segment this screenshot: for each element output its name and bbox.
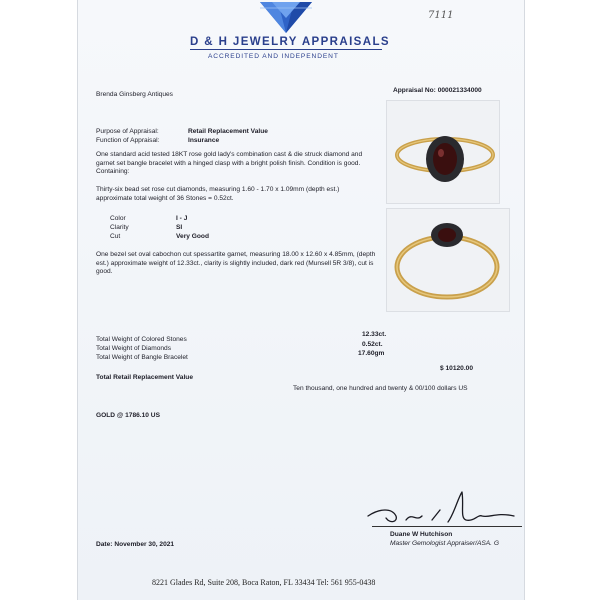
weight-label-diamonds: Total Weight of Diamonds [96,345,172,352]
brand-name: D & H JEWELRY APPRAISALS [190,36,390,48]
weight-value-bracelet: 17.60gm [358,350,385,357]
handwritten-note: 7111 [428,10,454,21]
client-name: Brenda Ginsberg Antiques [96,91,173,98]
purpose-value: Retail Replacement Value [188,128,268,135]
footer-address: 8221 Glades Rd, Suite 208, Boca Raton, FL 33434 Tel: 561 955-0438 [152,578,376,587]
appraiser-signature [362,486,522,530]
item-description: One standard acid tested 18KT rose gold lady's combination cast & die struck diamond and garnet set bangle bracelet with a hinged clasp with a bright polish finish. Condition is good. Containing: [96,151,363,176]
weight-value-colored-stones: 12.33ct. [362,331,387,338]
total-value-amount: $ 10120.00 [440,365,474,372]
signature-line [372,526,522,527]
appraisal-number: Appraisal No: 000021334000 [393,87,482,94]
grading-label-color: Color [110,215,126,222]
weight-label-colored-stones: Total Weight of Colored Stones [96,336,187,343]
diamonds-description: Thirty-six bead set rose cut diamonds, measuring 1.60 - 1.70 x 1.09mm (depth est.) approximate total weight of 36 Stones = 0.52ct. [96,186,340,202]
function-value: Insurance [188,137,220,144]
function-label: Function of Appraisal: [96,137,160,144]
weight-value-diamonds: 0.52ct. [362,341,383,348]
appraiser-title: Master Gemologist Appraiser/ASA. G [390,540,499,547]
brand-underline [190,49,382,50]
purpose-label: Purpose of Appraisal: [96,128,159,135]
grading-value-color: I - J [176,215,188,222]
brand-tagline: ACCREDITED AND INDEPENDENT [208,53,339,60]
grading-label-cut: Cut [110,233,121,240]
appraiser-name: Duane W Hutchison [390,531,453,538]
garnet-description: One bezel set oval cabochon cut spessartite garnet, measuring 18.00 x 12.60 x 4.85mm, (depth est.) approximate weight of 12.33ct., clarity is slightly included, dark red (Munsell 5R 3/8), cut is good. [96,251,376,276]
grading-value-cut: Very Good [176,233,209,240]
grading-value-clarity: SI [176,224,183,231]
weight-label-bracelet: Total Weight of Bangle Bracelet [96,354,188,361]
value-in-words: Ten thousand, one hundred and twenty & 00/100 dollars US [293,385,468,392]
bracelet-photo-top [386,100,500,204]
grading-label-clarity: Clarity [110,224,129,231]
diamond-gem-icon [258,0,314,34]
gold-price: GOLD @ 1786.10 US [96,412,160,419]
appraisal-date: Date: November 30, 2021 [96,541,175,548]
bracelet-photo-side [386,208,510,312]
total-value-label: Total Retail Replacement Value [96,374,193,381]
